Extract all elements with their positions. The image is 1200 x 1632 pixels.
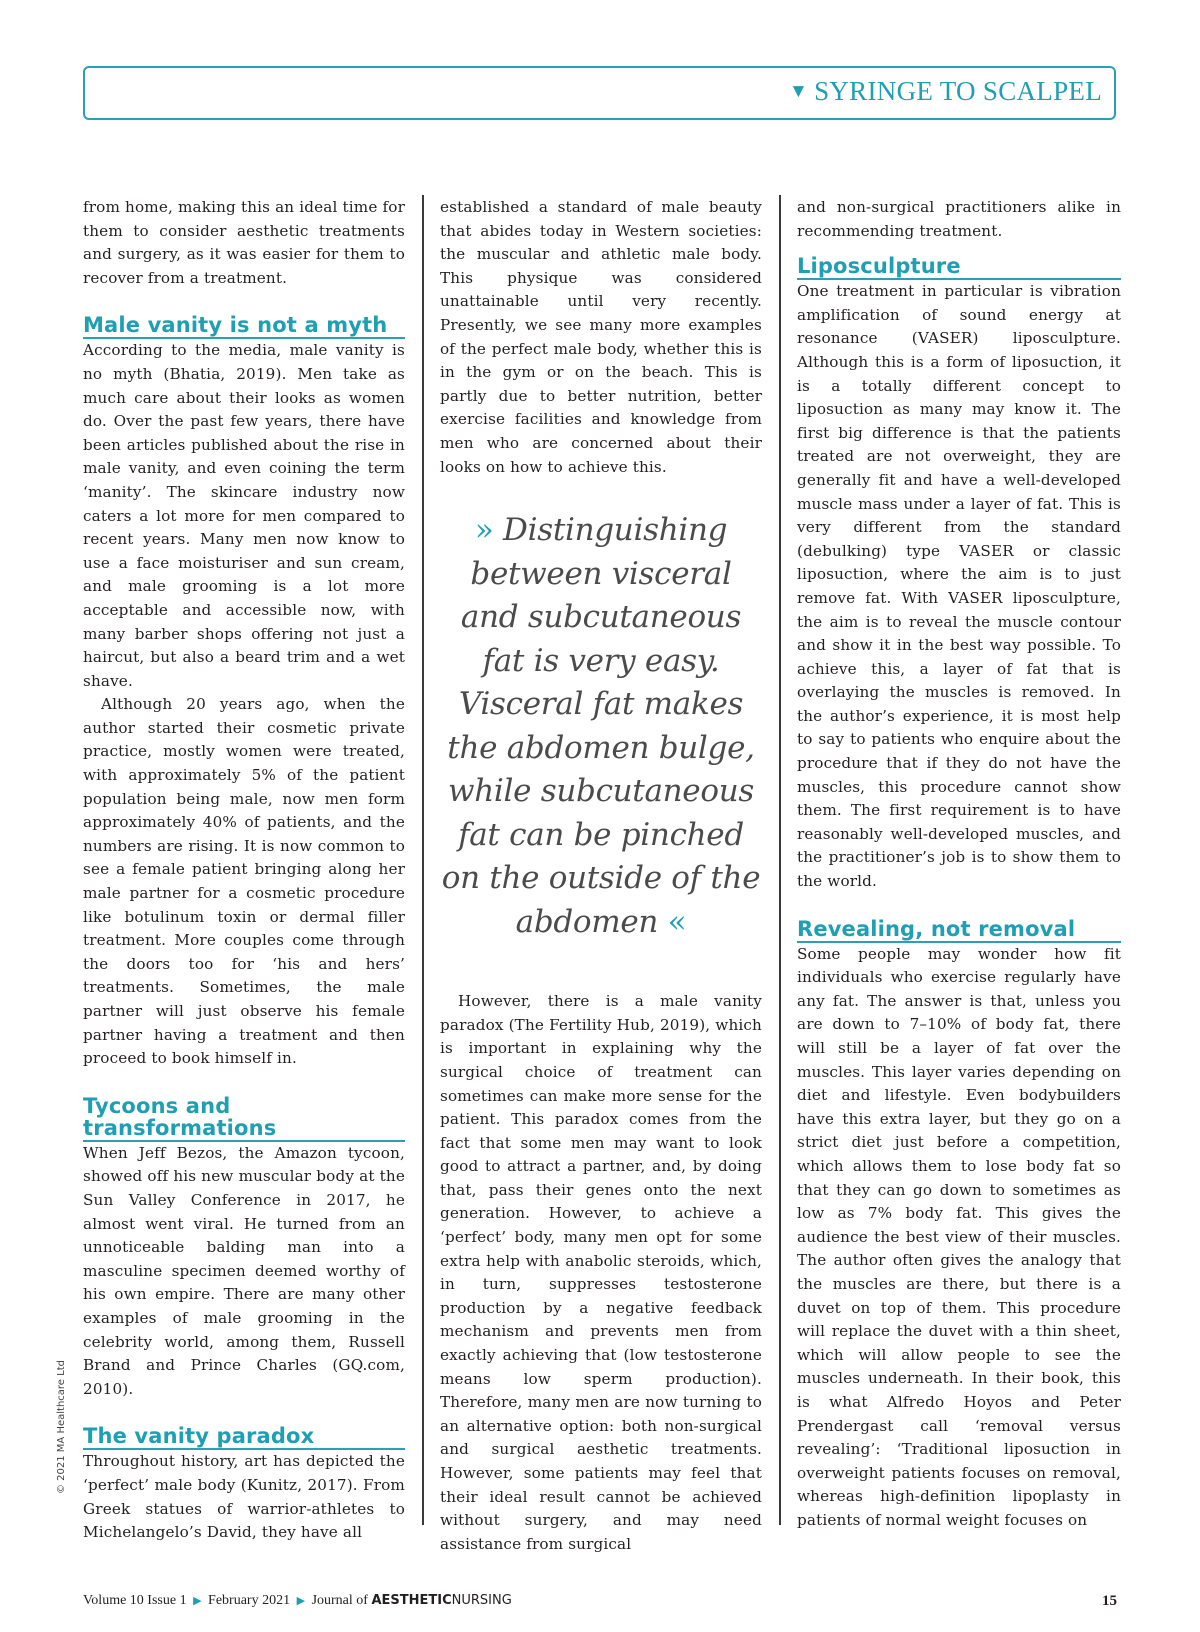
column-divider bbox=[422, 195, 424, 1525]
journal-name-bold: AESTHETIC bbox=[371, 1593, 452, 1608]
section-header-box bbox=[83, 66, 1116, 120]
paragraph: Throughout history, art has depicted the ‘perfect’ male body (Kunitz, 2017). From Greek statues of warrior-athletes to Michelangelo’s David, they have all bbox=[83, 1452, 405, 1542]
footer-date: February 2021 bbox=[208, 1593, 291, 1608]
triangle-right-icon: ▶ bbox=[193, 1595, 202, 1607]
paragraph: and non-surgical practitioners alike in recommending treatment. bbox=[797, 198, 1121, 240]
footer bbox=[83, 1593, 512, 1609]
quote-open-icon: » bbox=[474, 512, 494, 549]
subheading-male-vanity: Male vanity is not a myth bbox=[83, 314, 405, 339]
paragraph: Some people may wonder how fit individuals who exercise regularly have any fat. The answer is that, unless you are down to 7–10% of body fat, there will still be a layer of fat over the muscles. This layer varies depending on diet and lifestyle. Even bodybuilders have this extra layer, but they go on a strict diet just before a competition, which allows them to lose body fat so that they can go down to sometimes as low as 7% body fat. This gives the audience the best view of their muscles. The author often gives the analogy that the muscles are there, but there is a duvet on top of them. This procedure will replace the duvet with a thin sheet, which will allow people to see the muscles underneath. In their book, this is what Alfredo Hoyos and Peter Prendergast call ‘removal versus revealing’: ‘Traditional liposuction in overweight patients focuses on removal, whereas high-definition lipoplasty in patients of normal weight focuses on bbox=[797, 944, 1121, 1529]
triangle-down-icon: ▼ bbox=[788, 81, 809, 102]
pull-quote bbox=[440, 509, 762, 944]
subheading-revealing: Revealing, not removal bbox=[797, 918, 1121, 943]
copyright-notice: © 2021 MA Healthcare Ltd bbox=[56, 1360, 67, 1494]
paragraph: According to the media, male vanity is no myth (Bhatia, 2019). Men take as much care about their looks as women do. Over the past few years, there have been articles published about the rise in male vanity, and even coining the term ‘manity’. The skincare industry now caters a lot more for men compared to recent years. Many men now know to use a face moisturiser and sun cream, and male grooming is a lot more acceptable and accessible now, with many barber shops offering not just a haircut, but also a beard trim and a wet shave. bbox=[83, 341, 405, 690]
column-1 bbox=[83, 196, 405, 1545]
pull-quote-text: Distinguishing between visceral and subcutaneous fat is very easy. Visceral fat makes the abdomen bulge, while subcutaneous fat can be pinched on the outside of the abdomen bbox=[441, 512, 761, 940]
quote-close-icon: « bbox=[667, 903, 687, 940]
column-2 bbox=[440, 196, 762, 1556]
paragraph: One treatment in particular is vibration amplification of sound energy at resonance (VASER) liposculpture. Although this is a form of liposuction, it is a totally different concept to liposuction as many may know it. The first big difference is that the patients treated are not overweight, they are generally fit and have a well-developed muscle mass under a layer of fat. This is very different from the standard (debulking) type VASER or classic liposuction, where the aim is to just remove fat. With VASER liposculpture, the aim is to reveal the muscle contour and show it in the best way possible. To achieve this, a layer of fat that is overlaying the muscles is removed. In the author’s experience, it is most help to say to patients who enquire about the procedure that if they do not have the muscles, this procedure cannot show them. The first requirement is to have reasonably well-developed muscles, and the practitioner’s job is to show them to the world. bbox=[797, 282, 1121, 891]
column-3 bbox=[797, 196, 1121, 1532]
section-label-text: SYRINGE TO SCALPEL bbox=[814, 76, 1102, 106]
paragraph: However, there is a male vanity paradox (The Fertility Hub, 2019), which is important in explaining why the surgical choice of treatment can sometimes can make more sense for the patient. This paradox comes from the fact that some men may want to look good to attract a partner, and, by doing that, pass their genes onto the next generation. However, to achieve a ‘perfect’ body, many men opt for some extra help with anabolic steroids, which, in turn, suppresses testosterone production by a negative feedback mechanism and prevents men from exactly achieving that (low testosterone means low sperm production). Therefore, many men are now turning to an alternative option: both non-surgical and surgical aesthetic treatments. However, some patients may feel that their ideal result cannot be achieved without surgery, and may need assistance from surgical bbox=[440, 992, 762, 1553]
paragraph: Although 20 years ago, when the author started their cosmetic private practice, mostly women were treated, with approximately 5% of the patient population being male, now men form approximately 40% of patients, and the numbers are rising. It is now common to see a female patient bringing along her male partner for a cosmetic procedure like botulinum toxin or dermal filler treatment. More couples come through the doors too for ‘his and hers’ treatments. Sometimes, the male partner will just observe his female partner having a treatment and then proceed to book himself in. bbox=[83, 695, 405, 1068]
page-number: 15 bbox=[1102, 1593, 1117, 1609]
journal-name-suffix: NURSING bbox=[451, 1593, 512, 1608]
footer-volume: Volume 10 Issue 1 bbox=[83, 1593, 187, 1608]
triangle-right-icon: ▶ bbox=[296, 1595, 306, 1607]
paragraph: from home, making this an ideal time for them to consider aesthetic treatments and surgery, as it was easier for them to recover from a treatment. bbox=[83, 198, 405, 287]
subheading-liposculpture: Liposculpture bbox=[797, 255, 1121, 280]
paragraph: established a standard of male beauty that abides today in Western societies: the muscular and athletic male body. This physique was considered unattainable until very recently. Presently, we see many more examples of the perfect male body, whether this is in the gym or on the beach. This is partly due to better nutrition, better exercise facilities and knowledge from men who are concerned about their looks on how to achieve this. bbox=[440, 198, 762, 476]
journal-prefix: Journal of bbox=[311, 1593, 368, 1608]
paragraph: When Jeff Bezos, the Amazon tycoon, showed off his new muscular body at the Sun Valley Conference in 2017, he almost went viral. He turned from an unnoticeable balding man into a masculine specimen deemed worthy of his own empire. There are many other examples of male grooming in the celebrity world, among them, Russell Brand and Prince Charles (GQ.com, 2010). bbox=[83, 1143, 405, 1398]
section-label bbox=[789, 76, 1102, 107]
subheading-vanity-paradox: The vanity paradox bbox=[83, 1425, 405, 1450]
subheading-tycoons: Tycoons and transformations bbox=[83, 1095, 405, 1142]
column-divider bbox=[779, 195, 781, 1525]
